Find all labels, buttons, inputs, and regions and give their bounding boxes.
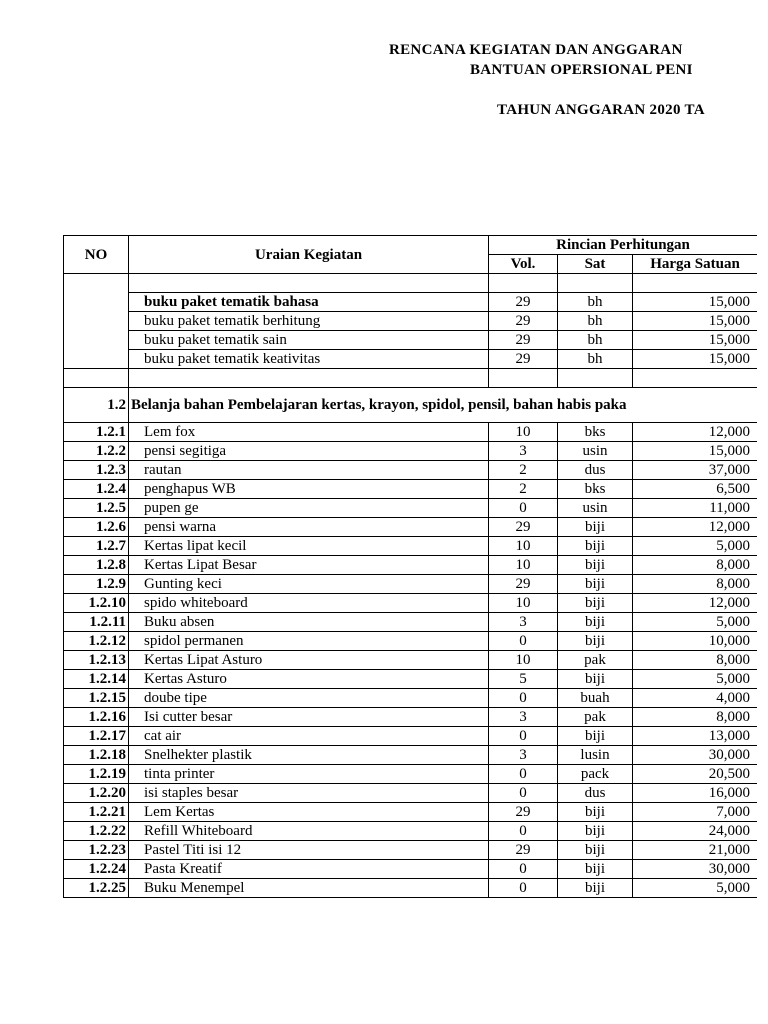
row-harga: 11,000 [633, 499, 758, 518]
row-uraian: spidol permanen [129, 632, 489, 651]
row-no: 1.2.23 [64, 841, 129, 860]
section-no: 1.2 [64, 388, 129, 423]
row-no: 1.2.19 [64, 765, 129, 784]
row-sat: pak [558, 651, 633, 670]
row-harga: 5,000 [633, 879, 758, 898]
row-harga: 8,000 [633, 651, 758, 670]
blank-cell [633, 369, 758, 388]
row-sat: biji [558, 556, 633, 575]
row-vol: 29 [489, 575, 558, 594]
row-vol: 29 [489, 841, 558, 860]
row-no: 1.2.18 [64, 746, 129, 765]
row-uraian: Pastel Titi isi 12 [129, 841, 489, 860]
row-uraian: Snelhekter plastik [129, 746, 489, 765]
blank-cell [558, 274, 633, 293]
row-vol: 10 [489, 594, 558, 613]
row-vol: 0 [489, 765, 558, 784]
blank-cell [489, 369, 558, 388]
table-row [64, 575, 758, 594]
row-harga: 4,000 [633, 689, 758, 708]
table-row [64, 293, 758, 312]
row-vol: 0 [489, 879, 558, 898]
row-vol: 0 [489, 499, 558, 518]
table-row [64, 708, 758, 727]
row-no: 1.2.25 [64, 879, 129, 898]
row-vol: 10 [489, 537, 558, 556]
table-row [64, 879, 758, 898]
row-harga: 20,500 [633, 765, 758, 784]
col-header-sat: Sat [558, 255, 633, 274]
row-sat: usin [558, 442, 633, 461]
row-harga: 7,000 [633, 803, 758, 822]
row-harga: 13,000 [633, 727, 758, 746]
row-uraian: pupen ge [129, 499, 489, 518]
row-uraian: Buku Menempel [129, 879, 489, 898]
row-sat: bh [558, 350, 633, 369]
section-title: Belanja bahan Pembelajaran kertas, krayon, spidol, pensil, bahan habis paka [129, 388, 758, 423]
row-no: 1.2.12 [64, 632, 129, 651]
row-harga: 12,000 [633, 518, 758, 537]
row-vol: 29 [489, 331, 558, 350]
row-vol: 10 [489, 651, 558, 670]
row-no [64, 312, 129, 331]
table-row [64, 727, 758, 746]
row-harga: 8,000 [633, 556, 758, 575]
row-sat: biji [558, 670, 633, 689]
row-uraian: Isi cutter besar [129, 708, 489, 727]
row-uraian: pensi warna [129, 518, 489, 537]
row-vol: 10 [489, 556, 558, 575]
row-sat: dus [558, 461, 633, 480]
row-harga: 30,000 [633, 860, 758, 879]
row-no: 1.2.5 [64, 499, 129, 518]
row-sat: biji [558, 632, 633, 651]
row-uraian: Kertas Asturo [129, 670, 489, 689]
blank-cell [558, 369, 633, 388]
row-sat: biji [558, 879, 633, 898]
row-harga: 12,000 [633, 594, 758, 613]
table-row [64, 442, 758, 461]
blank-cell [129, 274, 489, 293]
table-row [64, 518, 758, 537]
row-no: 1.2.22 [64, 822, 129, 841]
row-uraian: spido whiteboard [129, 594, 489, 613]
table-row [64, 651, 758, 670]
row-sat: bh [558, 293, 633, 312]
row-no: 1.2.3 [64, 461, 129, 480]
row-vol: 3 [489, 708, 558, 727]
row-no: 1.2.17 [64, 727, 129, 746]
row-harga: 30,000 [633, 746, 758, 765]
row-harga: 5,000 [633, 613, 758, 632]
row-harga: 15,000 [633, 312, 758, 331]
blank-cell [129, 369, 489, 388]
row-uraian: buku paket tematik berhitung [129, 312, 489, 331]
row-harga: 6,500 [633, 480, 758, 499]
blank-row [64, 274, 758, 293]
table-row [64, 423, 758, 442]
table-row [64, 613, 758, 632]
table-row [64, 689, 758, 708]
row-sat: bh [558, 312, 633, 331]
doc-title-line2: BANTUAN OPERSIONAL PENI [470, 62, 693, 78]
col-header-vol: Vol. [489, 255, 558, 274]
table-row [64, 765, 758, 784]
row-sat: pack [558, 765, 633, 784]
row-harga: 24,000 [633, 822, 758, 841]
row-sat: buah [558, 689, 633, 708]
row-uraian: Kertas lipat kecil [129, 537, 489, 556]
row-harga: 5,000 [633, 537, 758, 556]
row-no [64, 293, 129, 312]
row-uraian: buku paket tematik sain [129, 331, 489, 350]
table-row [64, 670, 758, 689]
row-vol: 0 [489, 784, 558, 803]
header-row [64, 236, 758, 255]
row-no: 1.2.16 [64, 708, 129, 727]
row-uraian: rautan [129, 461, 489, 480]
row-harga: 10,000 [633, 632, 758, 651]
row-vol: 29 [489, 350, 558, 369]
row-uraian: cat air [129, 727, 489, 746]
row-uraian: tinta printer [129, 765, 489, 784]
table-row [64, 784, 758, 803]
row-sat: biji [558, 727, 633, 746]
col-header-no: NO [64, 236, 129, 274]
row-sat: biji [558, 860, 633, 879]
row-no: 1.2.13 [64, 651, 129, 670]
row-vol: 0 [489, 822, 558, 841]
row-vol: 2 [489, 480, 558, 499]
row-uraian: Gunting keci [129, 575, 489, 594]
row-sat: biji [558, 803, 633, 822]
table-row [64, 841, 758, 860]
row-vol: 29 [489, 293, 558, 312]
blank-row [64, 369, 758, 388]
row-sat: lusin [558, 746, 633, 765]
row-vol: 2 [489, 461, 558, 480]
row-vol: 5 [489, 670, 558, 689]
row-no: 1.2.20 [64, 784, 129, 803]
row-harga: 12,000 [633, 423, 758, 442]
row-uraian: Lem Kertas [129, 803, 489, 822]
row-no: 1.2.24 [64, 860, 129, 879]
col-header-rincian: Rincian Perhitungan [489, 236, 758, 255]
blank-cell [489, 274, 558, 293]
row-uraian: Kertas Lipat Asturo [129, 651, 489, 670]
row-uraian: isi staples besar [129, 784, 489, 803]
row-sat: pak [558, 708, 633, 727]
row-no: 1.2.6 [64, 518, 129, 537]
table-row [64, 480, 758, 499]
table-row [64, 632, 758, 651]
section-row [64, 388, 758, 423]
row-vol: 29 [489, 518, 558, 537]
row-harga: 21,000 [633, 841, 758, 860]
row-harga: 15,000 [633, 350, 758, 369]
row-harga: 37,000 [633, 461, 758, 480]
row-sat: dus [558, 784, 633, 803]
row-sat: biji [558, 575, 633, 594]
row-no: 1.2.15 [64, 689, 129, 708]
row-sat: bh [558, 331, 633, 350]
row-vol: 0 [489, 632, 558, 651]
row-no: 1.2.4 [64, 480, 129, 499]
row-sat: biji [558, 822, 633, 841]
table-row [64, 594, 758, 613]
row-vol: 3 [489, 746, 558, 765]
row-no: 1.2.10 [64, 594, 129, 613]
row-sat: biji [558, 518, 633, 537]
row-uraian: pensi segitiga [129, 442, 489, 461]
col-header-harga: Harga Satuan [633, 255, 758, 274]
row-vol: 0 [489, 860, 558, 879]
table-row [64, 537, 758, 556]
row-vol: 0 [489, 689, 558, 708]
table-row [64, 350, 758, 369]
row-uraian: Refill Whiteboard [129, 822, 489, 841]
blank-cell [64, 274, 129, 293]
row-no [64, 331, 129, 350]
row-harga: 15,000 [633, 442, 758, 461]
row-vol: 29 [489, 803, 558, 822]
table-row [64, 499, 758, 518]
doc-title-year: TAHUN ANGGARAN 2020 TA [497, 102, 705, 118]
row-uraian: Lem fox [129, 423, 489, 442]
row-sat: biji [558, 594, 633, 613]
table-row [64, 746, 758, 765]
row-no: 1.2.11 [64, 613, 129, 632]
row-no: 1.2.8 [64, 556, 129, 575]
row-harga: 8,000 [633, 708, 758, 727]
row-harga: 15,000 [633, 293, 758, 312]
row-no: 1.2.7 [64, 537, 129, 556]
budget-table [63, 235, 757, 898]
row-vol: 3 [489, 613, 558, 632]
row-uraian: Buku absen [129, 613, 489, 632]
row-vol: 3 [489, 442, 558, 461]
col-header-uraian: Uraian Kegiatan [129, 236, 489, 274]
row-sat: usin [558, 499, 633, 518]
row-uraian: Kertas Lipat Besar [129, 556, 489, 575]
table-row [64, 556, 758, 575]
row-uraian: penghapus WB [129, 480, 489, 499]
blank-cell [633, 274, 758, 293]
row-uraian: doube tipe [129, 689, 489, 708]
row-harga: 15,000 [633, 331, 758, 350]
table-row [64, 312, 758, 331]
row-vol: 10 [489, 423, 558, 442]
row-harga: 16,000 [633, 784, 758, 803]
row-uraian: Pasta Kreatif [129, 860, 489, 879]
row-sat: biji [558, 841, 633, 860]
row-uraian: buku paket tematik keativitas [129, 350, 489, 369]
row-no: 1.2.14 [64, 670, 129, 689]
table-row [64, 803, 758, 822]
row-harga: 8,000 [633, 575, 758, 594]
row-sat: bks [558, 423, 633, 442]
table-row [64, 461, 758, 480]
table-row [64, 822, 758, 841]
row-vol: 29 [489, 312, 558, 331]
row-no: 1.2.1 [64, 423, 129, 442]
row-sat: biji [558, 537, 633, 556]
row-uraian: buku paket tematik bahasa [129, 293, 489, 312]
row-no: 1.2.21 [64, 803, 129, 822]
table-row [64, 860, 758, 879]
row-sat: biji [558, 613, 633, 632]
row-vol: 0 [489, 727, 558, 746]
row-no: 1.2.2 [64, 442, 129, 461]
row-no: 1.2.9 [64, 575, 129, 594]
blank-cell [64, 369, 129, 388]
row-sat: bks [558, 480, 633, 499]
doc-title-line1: RENCANA KEGIATAN DAN ANGGARAN [389, 42, 683, 58]
row-harga: 5,000 [633, 670, 758, 689]
table-row [64, 331, 758, 350]
row-no [64, 350, 129, 369]
